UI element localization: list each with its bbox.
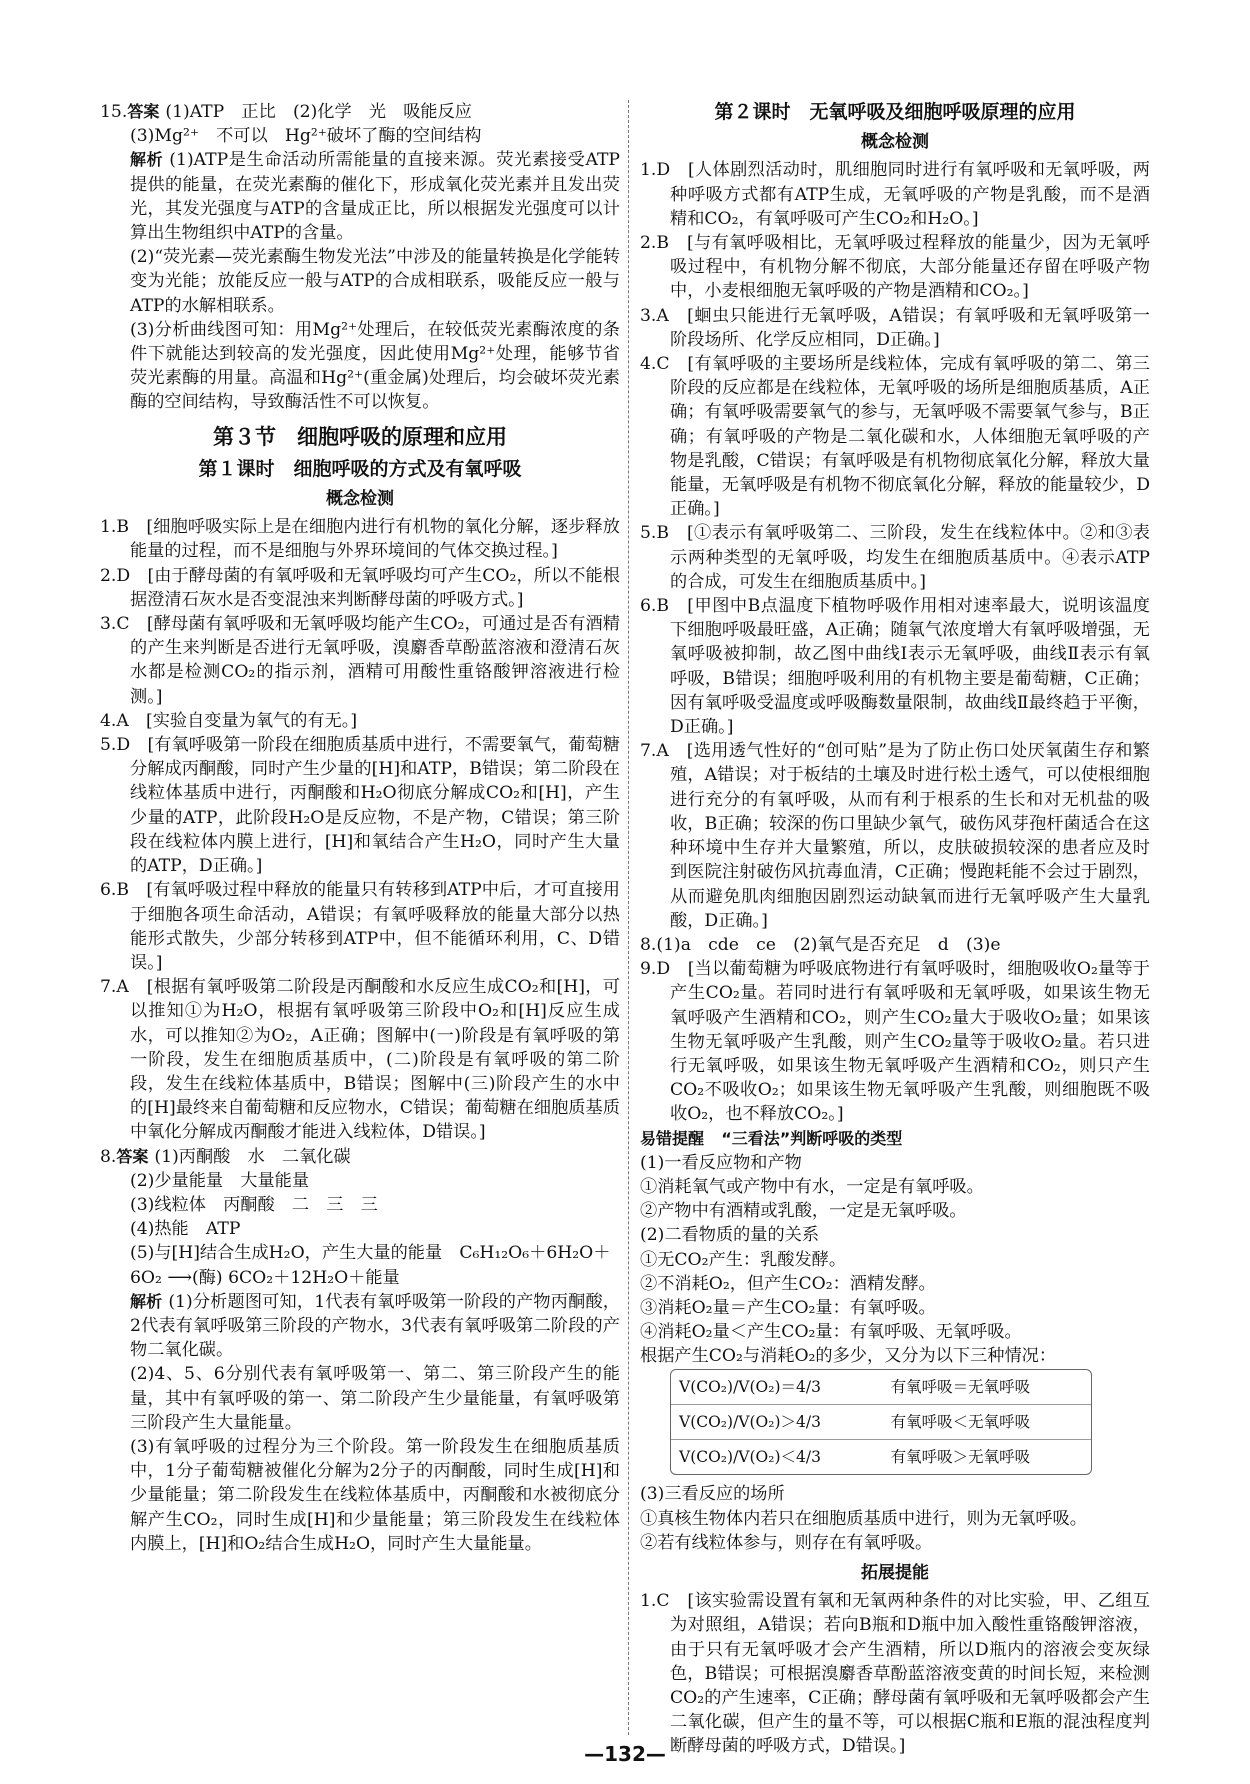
concept-heading-right: 概念检测	[861, 132, 929, 153]
tip-line-2: ①消耗氧气或产物中有水，一定是有氧呼吸。	[640, 1176, 984, 1197]
tip-after-2: ①真核生物体内若只在细胞质基质中进行，则为无氧呼吸。	[640, 1508, 1087, 1529]
page-number: —132—	[584, 1742, 666, 1766]
table-row	[671, 1404, 1091, 1439]
left-item-2: 2.D [由于酵母菌的有氧呼吸和无氧呼吸均可产生CO₂，所以不能根据澄清石灰水是否变混浊来判断酵母菌的呼吸方式。]	[100, 565, 620, 610]
left-item-5: 5.D [有氧呼吸第一阶段在细胞质基质中进行，不需要氧气，葡萄糖分解成丙酮酸，同时产生少量的[H]和ATP，B错误；第二阶段在线粒体基质中进行，丙酮酸和H₂O彻底分解成CO₂和[H]，产生少量的ATP，此阶段H₂O是反应物，不是产物，C错误；第三阶段在线粒体内膜上进行，[H]和氧结合产生H₂O，同时产生大量的ATP，D正确。]	[100, 735, 620, 877]
tip-line-6: ②不消耗O₂，但产生CO₂：酒精发酵。	[640, 1273, 936, 1294]
q8-line5: (5)与[H]结合生成H₂O，产生大量的能量 C₆H₁₂O₆＋6H₂O＋	[130, 1243, 611, 1264]
left-item-3: 3.C [酵母菌有氧呼吸和无氧呼吸均能产生CO₂，可通过是否有酒精的产生来判断是否进行无氧呼吸，溴麝香草酚蓝溶液和澄清石灰水都是检测CO₂的指示剂，酒精可用酸性重铬酸钾溶液进行检测。]	[100, 614, 620, 707]
q15-explanation-3: (3)分析曲线图可知：用Mg²⁺处理后，在较低荧光素酶浓度的条件下就能达到较高的发光强度，因此使用Mg²⁺处理，能够节省荧光素酶的用量。高温和Hg²⁺(重金属)处理后，均会破坏荧光素酶的空间结构，导致酶活性不可以恢复。	[130, 319, 620, 413]
table-row	[671, 1370, 1091, 1405]
left-item-6: 6.B [有氧呼吸过程中释放的能量只有转移到ATP中后，才可直接用于细胞各项生命活动，A错误；有氧呼吸释放的能量大部分以热能形式散失，少部分转移到ATP中，但不能循环利用，C、D错误。]	[100, 880, 620, 973]
tip-line-4: (2)二看物质的量的关系	[640, 1225, 820, 1246]
lesson2-title: 第２课时 无氧呼吸及细胞呼吸原理的应用	[714, 101, 1076, 123]
right-item-8: 8.(1)a cde ce (2)氧气是否充足 d (3)e	[640, 934, 1001, 955]
q8-explanation-2: (2)4、5、6分别代表有氧呼吸第一、第二、第三阶段产生的能量，其中有氧呼吸的第一、第二阶段产生少量能量，有氧呼吸第三阶段产生大量能量。	[130, 1364, 620, 1433]
tip-heading	[640, 1127, 1150, 1151]
right-item-1: 1.D [人体剧烈活动时，肌细胞同时进行有氧呼吸和无氧呼吸，两种呼吸方式都有ATP生成，无氧呼吸的产物是乳酸，而不是酒精和CO₂，有氧呼吸可产生CO₂和H₂O。]	[640, 160, 1150, 229]
right-item-6: 6.B [甲图中B点温度下植物呼吸作用相对速率最大，说明该温度下细胞呼吸最旺盛，A正确；随氧气浓度增大有氧呼吸增强，无氧呼吸被抑制，故乙图中曲线Ⅰ表示无氧呼吸，曲线Ⅱ表示有氧呼吸，B错误；细胞呼吸利用的有机物主要是葡萄糖，C正确；因有氧呼吸受温度或呼吸酶数量限制，故曲线Ⅱ最终趋于平衡，D正确。]	[640, 596, 1150, 738]
q8-explanation-3: (3)有氧呼吸的过程分为三个阶段。第一阶段发生在细胞质基质中，1分子葡萄糖被催化分解为2分子的丙酮酸，同时生成[H]和少量能量；第二阶段发生在线粒体基质中，丙酮酸和水被彻底分解产生CO₂，同时生成[H]和少量能量；第三阶段发生在线粒体内膜上，[H]和O₂结合生成H₂O，同时产生大量能量。	[130, 1436, 620, 1554]
tip-line-9: 根据产生CO₂与消耗O₂的多少，又分为以下三种情况：	[640, 1346, 1057, 1367]
right-item-7: 7.A [选用透气性好的“创可贴”是为了防止伤口处厌氧菌生存和繁殖，A错误；对于板结的土壤及时进行松土透气，可以使根细胞进行充分的有氧呼吸，从而有利于根系的生长和对无机盐的吸收，B正确；较深的伤口里缺少氧气，破伤风芽孢杆菌适合在这种环境中生存并大量繁殖，所以，皮肤破损较深的患者应及时到医院注射破伤风抗毒血清，C正确；慢跑耗能不会过于剧烈，从而避免肌肉细胞因剧烈运动缺氧而进行无氧呼吸产生大量乳酸，D正确。]	[640, 741, 1150, 931]
ratio-cell: V(CO₂)/V(O₂)＝4/3	[671, 1370, 883, 1405]
tip-title: “三看法”判断呼吸的类型	[721, 1128, 903, 1148]
q15-explanation-2: (2)“荧光素—荧光素酶生物发光法”中涉及的能量转换是化学能转变为光能；放能反应一般与ATP的合成相联系，吸能反应一般与ATP的水解相联系。	[130, 247, 620, 316]
tip-line-7: ③消耗O₂量＝产生CO₂量：有氧呼吸。	[640, 1297, 936, 1318]
right-item-4: 4.C [有氧呼吸的主要场所是线粒体，完成有氧呼吸的第二、第三阶段的反应都是在线粒体，无氧呼吸的场所是细胞质基质，A正确；有氧呼吸需要氧气的参与，无氧呼吸不需要氧气参与，B正确；有氧呼吸的产物是二氧化碳和水，人体细胞无氧呼吸的产物是乳酸，C错误；有氧呼吸是有机物彻底氧化分解，释放大量能量，无氧呼吸是有机物不彻底氧化分解，释放的能量较少，D正确。]	[640, 354, 1150, 520]
q15-expl-1-text: (1)ATP是生命活动所需能量的直接来源。荧光素接受ATP提供的能量，在荧光素酶的催化下，形成氧化荧光素并且发出荧光，其发光强度与ATP的含量成正比，所以根据发光强度可以计算出生物组织中ATP的含量。	[130, 150, 620, 244]
tip-after-1: (3)三看反应的场所	[640, 1484, 785, 1505]
column-divider	[628, 100, 629, 1735]
tip-after-3: ②若有线粒体参与，则存在有氧呼吸。	[640, 1532, 933, 1553]
ratio-table	[671, 1370, 1091, 1475]
q8-explanation-label: 解析	[130, 1291, 163, 1311]
q8-number: 8.	[100, 1146, 117, 1167]
q8-explanation-1	[100, 1290, 620, 1363]
table-row	[671, 1439, 1091, 1474]
extension-item-1: 1.C [该实验需设置有氧和无氧两种条件的对比实验，甲、乙组互为对照组，A错误；若向B瓶和D瓶中加入酸性重铬酸钾溶液，由于只有无氧呼吸才会产生酒精，所以D瓶内的溶液会变灰绿色，B错误；可根据溴麝香草酚蓝溶液变黄的时间长短，来检测CO₂的产生速率，C正确；酵母菌有氧呼吸和无氧呼吸都会产生二氧化碳，但产生的量不等，可以根据C瓶和E瓶的混浊程度判断酵母菌的呼吸方式，D错误。]	[640, 1591, 1150, 1757]
right-item-2: 2.B [与有氧呼吸相比，无氧呼吸过程释放的能量少，因为无氧呼吸过程中，有机物分解不彻底，大部分能量还存留在呼吸产物中，小麦根细胞无氧呼吸的产物是酒精和CO₂。]	[640, 233, 1150, 302]
q15-answer-line1: (1)ATP 正比 (2)化学 光 吸能反应	[165, 102, 472, 122]
q8-line3: (3)线粒体 丙酮酸 二 三 三	[130, 1194, 378, 1215]
lesson1-title: 第１课时 细胞呼吸的方式及有氧呼吸	[198, 457, 522, 480]
left-item-1: 1.B [细胞呼吸实际上是在细胞内进行有机物的氧化分解，逐步释放能量的过程，而不是细胞与外界环境间的气体交换过程。]	[100, 517, 620, 562]
ratio-cell: V(CO₂)/V(O₂)＞4/3	[671, 1404, 883, 1439]
result-cell: 有氧呼吸＜无氧呼吸	[883, 1404, 1091, 1439]
q8-answer	[100, 1145, 620, 1169]
answer-label: 答案	[127, 102, 160, 121]
tip-line-3: ②产物中有酒精或乳酸，一定是无氧呼吸。	[640, 1201, 967, 1222]
q15-explanation-1	[100, 148, 620, 245]
concept-heading-left: 概念检测	[326, 489, 394, 510]
right-item-5: 5.B [①表示有氧呼吸第二、三阶段，发生在线粒体中。②和③表示两种类型的无氧呼吸，均发生在细胞质基质中。④表示ATP的合成，可发生在细胞质基质中。]	[640, 523, 1150, 592]
right-item-3: 3.A [蛔虫只能进行无氧呼吸，A错误；有氧呼吸和无氧呼吸第一阶段场所、化学反应相同，D正确。]	[640, 305, 1150, 350]
q8-line4: (4)热能 ATP	[130, 1219, 241, 1240]
right-item-9: 9.D [当以葡萄糖为呼吸底物进行有氧呼吸时，细胞吸收O₂量等于产生CO₂量。若同时进行有氧呼吸和无氧呼吸，如果该生物无氧呼吸产生酒精和CO₂，则产生CO₂量大于吸收O₂量；如果该生物无氧呼吸产生乳酸，则产生CO₂量等于吸收O₂量。若只进行无氧呼吸，如果该生物无氧呼吸产生酒精和CO₂，则只产生CO₂不吸收O₂；如果该生物无氧呼吸产生乳酸，则细胞既不吸收O₂，也不释放CO₂。]	[640, 959, 1150, 1125]
q15-number: 15.	[100, 102, 128, 122]
ratio-table-frame	[670, 1369, 1092, 1476]
q15-answer-line2: (3)Mg²⁺ 不可以 Hg²⁺破坏了酶的空间结构	[130, 126, 482, 147]
q8-line6: 6O₂ ⟶(酶) 6CO₂＋12H₂O＋能量	[130, 1267, 400, 1288]
left-item-4: 4.A [实验自变量为氧气的有无。]	[100, 710, 358, 731]
q8-expl-1-text: (1)分析题图可知，1代表有氧呼吸第一阶段的产物丙酮酸，2代表有氧呼吸第三阶段的产物水，3代表有氧呼吸第二阶段的产物二氧化碳。	[130, 1291, 620, 1361]
q15-answer	[100, 100, 620, 124]
extension-heading: 拓展提能	[861, 1562, 929, 1583]
tip-line-1: (1)一看反应物和产物	[640, 1152, 802, 1173]
q8-line2: (2)少量能量 大量能量	[130, 1170, 310, 1191]
ratio-cell: V(CO₂)/V(O₂)＜4/3	[679, 1447, 821, 1466]
q8-line1: (1)丙酮酸 水 二氧化碳	[154, 1146, 351, 1167]
section-title: 第３节 细胞呼吸的原理和应用	[213, 424, 507, 449]
tip-label: 易错提醒	[640, 1128, 705, 1148]
q8-answer-label: 答案	[116, 1146, 149, 1166]
result-cell: 有氧呼吸＝无氧呼吸	[883, 1370, 1091, 1405]
left-column	[100, 100, 620, 1556]
left-item-7: 7.A [根据有氧呼吸第二阶段是丙酮酸和水反应生成CO₂和[H]，可以推知①为H₂O，根据有氧呼吸第三阶段中O₂和[H]反应生成水，可以推知②为O₂，A正确；图解中(一)阶段是有氧呼吸的第一阶段，发生在细胞质基质中，(二)阶段是有氧呼吸的第二阶段，发生在线粒体基质中，B错误；图解中(三)阶段产生的水中的[H]最终来自葡萄糖和反应物水，C错误；葡萄糖在细胞质基质中氧化分解成丙酮酸才能进入线粒体，D错误。]	[100, 977, 620, 1143]
result-cell: 有氧呼吸＞无氧呼吸	[890, 1447, 1031, 1466]
tip-line-8: ④消耗O₂量＜产生CO₂量：有氧呼吸、无氧呼吸。	[640, 1322, 1022, 1343]
right-column	[640, 100, 1150, 1759]
explanation-label: 解析	[130, 150, 164, 170]
tip-line-5: ①无CO₂产生：乳酸发酵。	[640, 1249, 847, 1270]
